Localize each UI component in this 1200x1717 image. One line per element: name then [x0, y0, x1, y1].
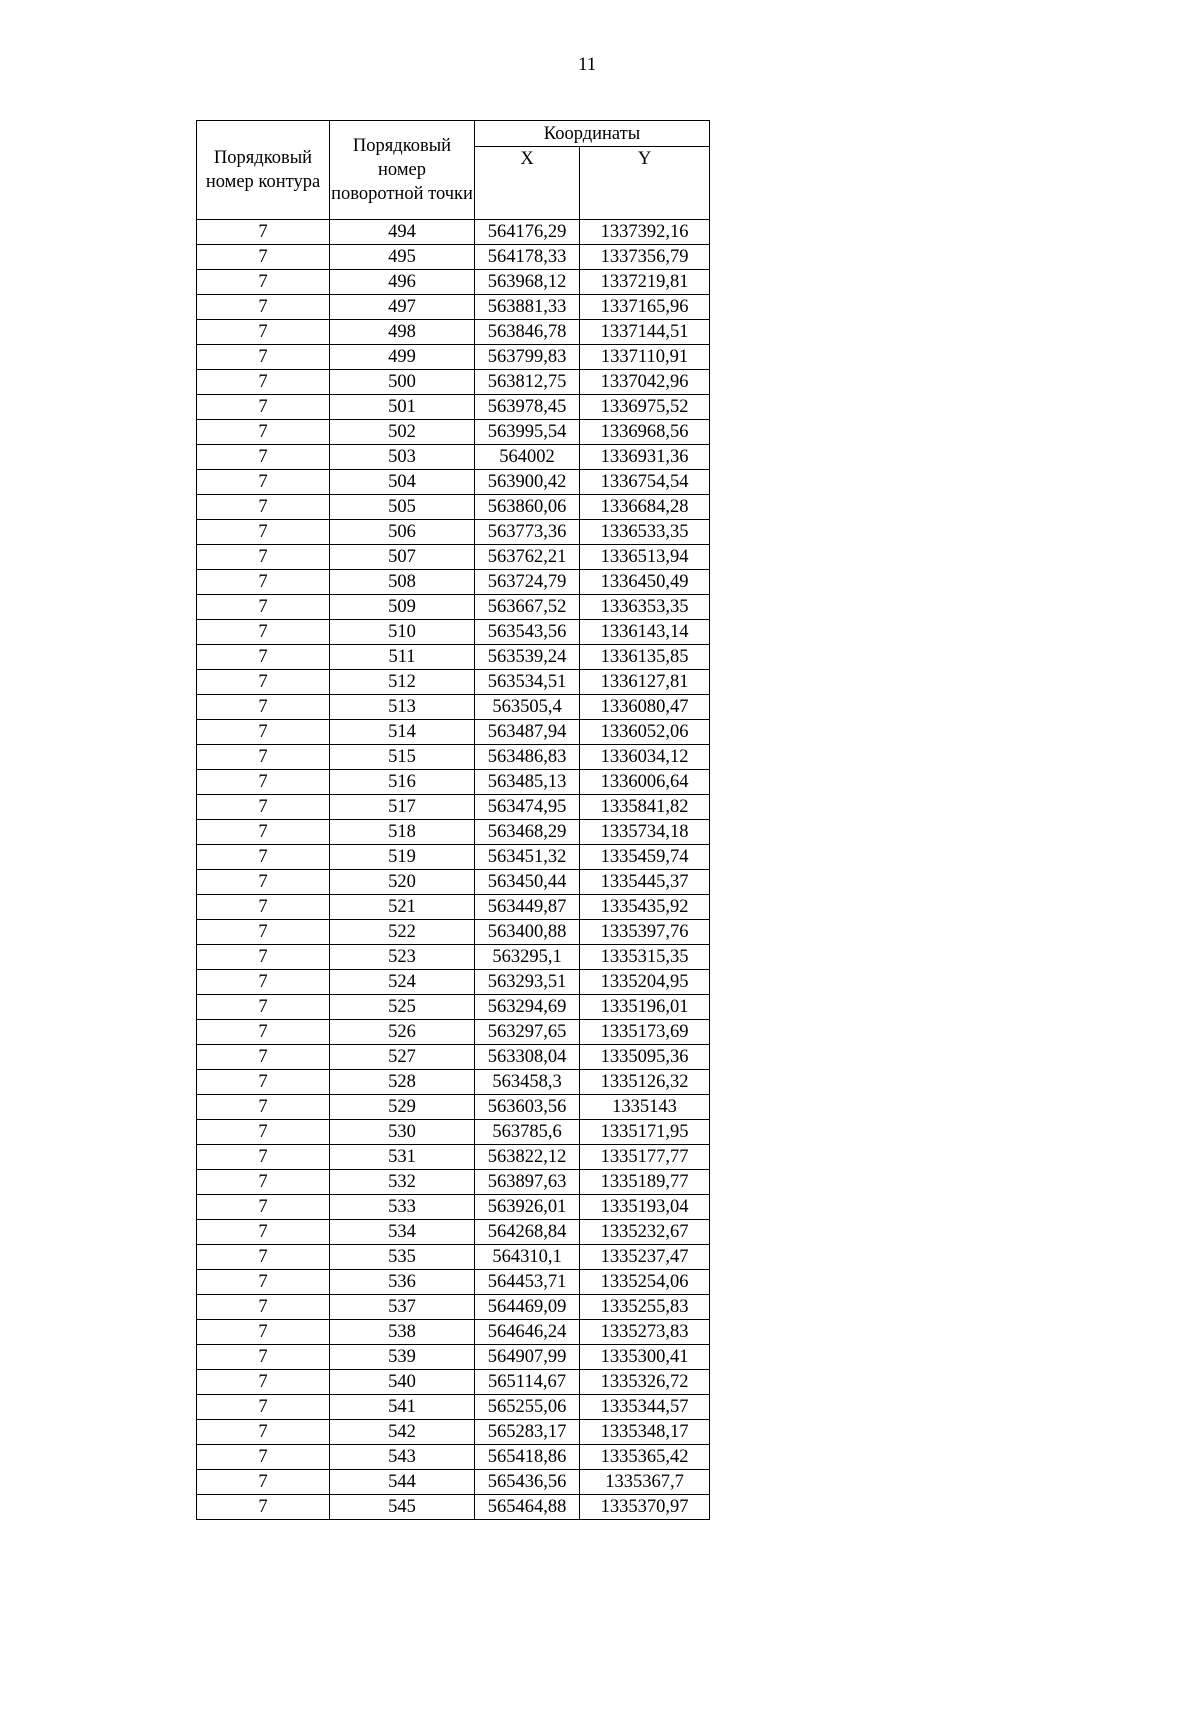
- cell-contour: 7: [197, 470, 330, 495]
- cell-x: 563773,36: [475, 520, 580, 545]
- cell-point: 500: [330, 370, 475, 395]
- table-row: [197, 1295, 710, 1320]
- table-row: [197, 445, 710, 470]
- cell-y: 1337144,51: [580, 320, 710, 345]
- cell-contour: 7: [197, 995, 330, 1020]
- cell-contour: 7: [197, 295, 330, 320]
- cell-contour: 7: [197, 1395, 330, 1420]
- cell-x: 563846,78: [475, 320, 580, 345]
- cell-contour: 7: [197, 1420, 330, 1445]
- cell-y: 1335397,76: [580, 920, 710, 945]
- cell-x: 563450,44: [475, 870, 580, 895]
- cell-point: 526: [330, 1020, 475, 1045]
- cell-x: 565114,67: [475, 1370, 580, 1395]
- cell-x: 563534,51: [475, 670, 580, 695]
- header-turning-point-number: Порядковый номер поворотной точки: [330, 121, 475, 220]
- cell-y: 1335173,69: [580, 1020, 710, 1045]
- cell-x: 563295,1: [475, 945, 580, 970]
- cell-contour: 7: [197, 720, 330, 745]
- cell-point: 495: [330, 245, 475, 270]
- cell-x: 563881,33: [475, 295, 580, 320]
- cell-point: 504: [330, 470, 475, 495]
- table-row: [197, 1195, 710, 1220]
- cell-point: 529: [330, 1095, 475, 1120]
- cell-point: 541: [330, 1395, 475, 1420]
- cell-x: 563293,51: [475, 970, 580, 995]
- table-row: [197, 495, 710, 520]
- cell-x: 563860,06: [475, 495, 580, 520]
- cell-y: 1335126,32: [580, 1070, 710, 1095]
- cell-y: 1335370,97: [580, 1495, 710, 1520]
- cell-x: 564310,1: [475, 1245, 580, 1270]
- table-row: [197, 1245, 710, 1270]
- table-row: [197, 270, 710, 295]
- table-row: [197, 1170, 710, 1195]
- table-row: [197, 995, 710, 1020]
- table-row: [197, 1420, 710, 1445]
- cell-y: 1335237,47: [580, 1245, 710, 1270]
- cell-point: 521: [330, 895, 475, 920]
- cell-contour: 7: [197, 1220, 330, 1245]
- cell-point: 536: [330, 1270, 475, 1295]
- cell-y: 1335315,35: [580, 945, 710, 970]
- cell-contour: 7: [197, 270, 330, 295]
- cell-point: 516: [330, 770, 475, 795]
- cell-x: 565436,56: [475, 1470, 580, 1495]
- cell-x: 563897,63: [475, 1170, 580, 1195]
- cell-point: 509: [330, 595, 475, 620]
- cell-point: 519: [330, 845, 475, 870]
- cell-point: 498: [330, 320, 475, 345]
- cell-point: 540: [330, 1370, 475, 1395]
- table-row: [197, 1495, 710, 1520]
- cell-y: 1336513,94: [580, 545, 710, 570]
- cell-contour: 7: [197, 1120, 330, 1145]
- cell-point: 502: [330, 420, 475, 445]
- cell-x: 563486,83: [475, 745, 580, 770]
- cell-contour: 7: [197, 820, 330, 845]
- cell-point: 535: [330, 1245, 475, 1270]
- cell-x: 563458,3: [475, 1070, 580, 1095]
- cell-contour: 7: [197, 620, 330, 645]
- cell-y: 1335841,82: [580, 795, 710, 820]
- cell-x: 565418,86: [475, 1445, 580, 1470]
- cell-x: 563539,24: [475, 645, 580, 670]
- table-row: [197, 395, 710, 420]
- table-row: [197, 1370, 710, 1395]
- cell-point: 525: [330, 995, 475, 1020]
- cell-contour: 7: [197, 1345, 330, 1370]
- table-row: [197, 770, 710, 795]
- cell-contour: 7: [197, 545, 330, 570]
- table-row: [197, 1320, 710, 1345]
- cell-y: 1337165,96: [580, 295, 710, 320]
- header-coordinates: Координаты: [475, 121, 710, 147]
- cell-point: 523: [330, 945, 475, 970]
- table-row: [197, 870, 710, 895]
- cell-contour: 7: [197, 1320, 330, 1345]
- cell-point: 537: [330, 1295, 475, 1320]
- cell-contour: 7: [197, 345, 330, 370]
- cell-point: 539: [330, 1345, 475, 1370]
- cell-point: 513: [330, 695, 475, 720]
- table-row: [197, 295, 710, 320]
- cell-y: 1335367,7: [580, 1470, 710, 1495]
- cell-contour: 7: [197, 770, 330, 795]
- table-row: [197, 1020, 710, 1045]
- table-row: [197, 545, 710, 570]
- cell-y: 1336127,81: [580, 670, 710, 695]
- cell-x: 563603,56: [475, 1095, 580, 1120]
- cell-x: 564178,33: [475, 245, 580, 270]
- cell-point: 499: [330, 345, 475, 370]
- cell-x: 563294,69: [475, 995, 580, 1020]
- cell-contour: 7: [197, 1295, 330, 1320]
- cell-y: 1337356,79: [580, 245, 710, 270]
- table-row: [197, 245, 710, 270]
- cell-y: 1335254,06: [580, 1270, 710, 1295]
- cell-y: 1336975,52: [580, 395, 710, 420]
- cell-contour: 7: [197, 320, 330, 345]
- cell-point: 527: [330, 1045, 475, 1070]
- cell-y: 1335365,42: [580, 1445, 710, 1470]
- cell-y: 1335143: [580, 1095, 710, 1120]
- cell-point: 515: [330, 745, 475, 770]
- cell-x: 563487,94: [475, 720, 580, 745]
- table-row: [197, 370, 710, 395]
- cell-y: 1336034,12: [580, 745, 710, 770]
- table-row: [197, 1220, 710, 1245]
- cell-x: 563468,29: [475, 820, 580, 845]
- table-row: [197, 420, 710, 445]
- cell-contour: 7: [197, 245, 330, 270]
- table-row: [197, 1095, 710, 1120]
- cell-y: 1336353,35: [580, 595, 710, 620]
- cell-contour: 7: [197, 370, 330, 395]
- cell-x: 563799,83: [475, 345, 580, 370]
- cell-point: 545: [330, 1495, 475, 1520]
- cell-point: 514: [330, 720, 475, 745]
- cell-y: 1336968,56: [580, 420, 710, 445]
- cell-contour: 7: [197, 695, 330, 720]
- cell-y: 1335445,37: [580, 870, 710, 895]
- cell-point: 518: [330, 820, 475, 845]
- cell-x: 564907,99: [475, 1345, 580, 1370]
- cell-contour: 7: [197, 795, 330, 820]
- cell-y: 1335095,36: [580, 1045, 710, 1070]
- cell-contour: 7: [197, 1370, 330, 1395]
- cell-x: 563297,65: [475, 1020, 580, 1045]
- cell-contour: 7: [197, 970, 330, 995]
- table-row: [197, 695, 710, 720]
- table-row: [197, 1345, 710, 1370]
- cell-x: 564176,29: [475, 220, 580, 245]
- cell-y: 1336143,14: [580, 620, 710, 645]
- cell-contour: 7: [197, 945, 330, 970]
- table-body: [197, 220, 710, 1520]
- cell-contour: 7: [197, 445, 330, 470]
- cell-contour: 7: [197, 745, 330, 770]
- cell-point: 506: [330, 520, 475, 545]
- cell-y: 1335189,77: [580, 1170, 710, 1195]
- cell-contour: 7: [197, 1270, 330, 1295]
- cell-point: 510: [330, 620, 475, 645]
- cell-contour: 7: [197, 1095, 330, 1120]
- cell-y: 1336754,54: [580, 470, 710, 495]
- cell-x: 563900,42: [475, 470, 580, 495]
- table-row: [197, 670, 710, 695]
- cell-contour: 7: [197, 595, 330, 620]
- cell-point: 533: [330, 1195, 475, 1220]
- cell-y: 1335435,92: [580, 895, 710, 920]
- cell-contour: 7: [197, 1445, 330, 1470]
- table-row: [197, 1270, 710, 1295]
- cell-point: 494: [330, 220, 475, 245]
- table-row: [197, 470, 710, 495]
- table-row: [197, 220, 710, 245]
- cell-y: 1335734,18: [580, 820, 710, 845]
- cell-point: 522: [330, 920, 475, 945]
- cell-contour: 7: [197, 1470, 330, 1495]
- cell-point: 497: [330, 295, 475, 320]
- cell-point: 508: [330, 570, 475, 595]
- page-number: 11: [578, 54, 597, 75]
- header-y: Y: [580, 147, 710, 220]
- cell-point: 503: [330, 445, 475, 470]
- cell-contour: 7: [197, 1070, 330, 1095]
- table-row: [197, 645, 710, 670]
- cell-x: 563978,45: [475, 395, 580, 420]
- cell-y: 1335459,74: [580, 845, 710, 870]
- cell-contour: 7: [197, 1195, 330, 1220]
- cell-contour: 7: [197, 645, 330, 670]
- cell-contour: 7: [197, 670, 330, 695]
- cell-point: 543: [330, 1445, 475, 1470]
- cell-contour: 7: [197, 870, 330, 895]
- cell-x: 565464,88: [475, 1495, 580, 1520]
- cell-y: 1337110,91: [580, 345, 710, 370]
- table-row: [197, 895, 710, 920]
- cell-x: 563968,12: [475, 270, 580, 295]
- table-row: [197, 520, 710, 545]
- cell-point: 531: [330, 1145, 475, 1170]
- cell-y: 1335204,95: [580, 970, 710, 995]
- cell-x: 563449,87: [475, 895, 580, 920]
- cell-y: 1335171,95: [580, 1120, 710, 1145]
- cell-x: 563995,54: [475, 420, 580, 445]
- cell-contour: 7: [197, 1495, 330, 1520]
- table-row: [197, 970, 710, 995]
- cell-y: 1337219,81: [580, 270, 710, 295]
- cell-y: 1335300,41: [580, 1345, 710, 1370]
- cell-contour: 7: [197, 520, 330, 545]
- cell-x: 563485,13: [475, 770, 580, 795]
- table-row: [197, 845, 710, 870]
- cell-contour: 7: [197, 1170, 330, 1195]
- table-row: [197, 745, 710, 770]
- cell-point: 520: [330, 870, 475, 895]
- cell-x: 564268,84: [475, 1220, 580, 1245]
- cell-x: 563822,12: [475, 1145, 580, 1170]
- cell-contour: 7: [197, 1145, 330, 1170]
- cell-y: 1336006,64: [580, 770, 710, 795]
- cell-x: 563308,04: [475, 1045, 580, 1070]
- cell-point: 534: [330, 1220, 475, 1245]
- cell-x: 565255,06: [475, 1395, 580, 1420]
- table-row: [197, 595, 710, 620]
- cell-y: 1335232,67: [580, 1220, 710, 1245]
- cell-x: 563926,01: [475, 1195, 580, 1220]
- cell-y: 1336931,36: [580, 445, 710, 470]
- table-row: [197, 720, 710, 745]
- table-row: [197, 1445, 710, 1470]
- cell-x: 563451,32: [475, 845, 580, 870]
- cell-y: 1335326,72: [580, 1370, 710, 1395]
- coordinates-table: [196, 120, 710, 1520]
- cell-x: 563505,4: [475, 695, 580, 720]
- table-row: [197, 920, 710, 945]
- cell-point: 538: [330, 1320, 475, 1345]
- cell-y: 1336533,35: [580, 520, 710, 545]
- table-row: [197, 1045, 710, 1070]
- table-row: [197, 320, 710, 345]
- cell-x: 564002: [475, 445, 580, 470]
- header-x: X: [475, 147, 580, 220]
- table-row: [197, 820, 710, 845]
- cell-contour: 7: [197, 845, 330, 870]
- cell-x: 563724,79: [475, 570, 580, 595]
- table-row: [197, 1470, 710, 1495]
- cell-contour: 7: [197, 570, 330, 595]
- table-row: [197, 345, 710, 370]
- cell-y: 1335273,83: [580, 1320, 710, 1345]
- cell-y: 1336684,28: [580, 495, 710, 520]
- cell-y: 1336135,85: [580, 645, 710, 670]
- cell-point: 532: [330, 1170, 475, 1195]
- table-row: [197, 1070, 710, 1095]
- cell-point: 544: [330, 1470, 475, 1495]
- cell-contour: 7: [197, 1020, 330, 1045]
- cell-y: 1335177,77: [580, 1145, 710, 1170]
- cell-point: 512: [330, 670, 475, 695]
- cell-contour: 7: [197, 395, 330, 420]
- cell-point: 524: [330, 970, 475, 995]
- table-row: [197, 945, 710, 970]
- table-row: [197, 1395, 710, 1420]
- cell-x: 564469,09: [475, 1295, 580, 1320]
- cell-x: 565283,17: [475, 1420, 580, 1445]
- cell-y: 1336052,06: [580, 720, 710, 745]
- cell-y: 1335196,01: [580, 995, 710, 1020]
- cell-y: 1336080,47: [580, 695, 710, 720]
- cell-point: 501: [330, 395, 475, 420]
- cell-point: 528: [330, 1070, 475, 1095]
- cell-x: 563785,6: [475, 1120, 580, 1145]
- cell-y: 1335348,17: [580, 1420, 710, 1445]
- cell-x: 564453,71: [475, 1270, 580, 1295]
- cell-contour: 7: [197, 420, 330, 445]
- cell-x: 564646,24: [475, 1320, 580, 1345]
- cell-point: 505: [330, 495, 475, 520]
- cell-point: 542: [330, 1420, 475, 1445]
- table-row: [197, 1145, 710, 1170]
- cell-point: 511: [330, 645, 475, 670]
- cell-contour: 7: [197, 1245, 330, 1270]
- header-contour-number: Порядковый номер контура: [197, 121, 330, 220]
- cell-x: 563474,95: [475, 795, 580, 820]
- cell-y: 1335344,57: [580, 1395, 710, 1420]
- cell-y: 1337392,16: [580, 220, 710, 245]
- cell-x: 563400,88: [475, 920, 580, 945]
- cell-point: 507: [330, 545, 475, 570]
- cell-contour: 7: [197, 495, 330, 520]
- cell-y: 1337042,96: [580, 370, 710, 395]
- cell-contour: 7: [197, 895, 330, 920]
- table-row: [197, 795, 710, 820]
- cell-contour: 7: [197, 1045, 330, 1070]
- table-row: [197, 1120, 710, 1145]
- cell-y: 1335255,83: [580, 1295, 710, 1320]
- cell-x: 563812,75: [475, 370, 580, 395]
- cell-point: 496: [330, 270, 475, 295]
- cell-y: 1335193,04: [580, 1195, 710, 1220]
- cell-point: 517: [330, 795, 475, 820]
- cell-y: 1336450,49: [580, 570, 710, 595]
- cell-point: 530: [330, 1120, 475, 1145]
- cell-contour: 7: [197, 220, 330, 245]
- table-row: [197, 620, 710, 645]
- cell-x: 563543,56: [475, 620, 580, 645]
- table-row: [197, 570, 710, 595]
- cell-x: 563762,21: [475, 545, 580, 570]
- cell-x: 563667,52: [475, 595, 580, 620]
- cell-contour: 7: [197, 920, 330, 945]
